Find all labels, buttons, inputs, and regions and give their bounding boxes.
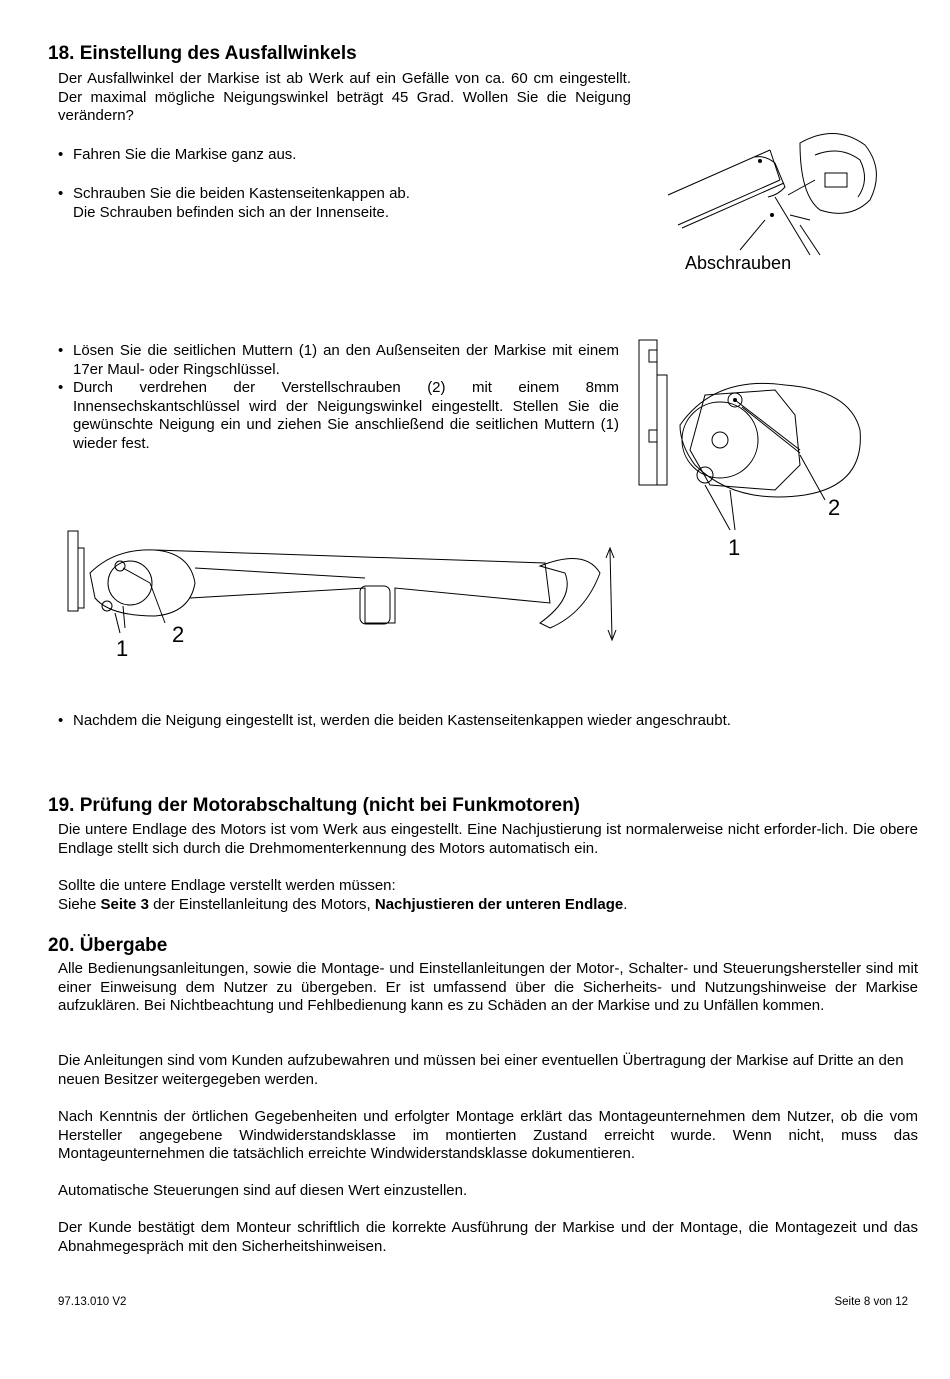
bullet-extend-awning <box>58 146 631 165</box>
bullet-text: Schrauben Sie die beiden Kastenseitenkappen ab. <box>73 185 410 202</box>
figure-awning-arm <box>65 528 625 643</box>
bullet-text: Fahren Sie die Markise ganz aus. <box>73 146 297 163</box>
bullet-adjust-screws <box>58 379 619 453</box>
bullet-icon: • <box>58 185 64 202</box>
figure-bracket-detail <box>635 335 865 565</box>
bullet-text-continued: Die Schrauben befinden sich an der Innenseite. <box>73 203 390 221</box>
text-end: . <box>623 895 628 913</box>
section-20-heading: 20. Übergabe <box>48 935 168 956</box>
bold-section-ref: Nachjustieren der unteren Endlage <box>374 895 624 913</box>
bullet-icon: • <box>58 712 64 729</box>
section-18-heading: 18. Einstellung des Ausfallwinkels <box>48 43 357 64</box>
section-19-para2-line2 <box>58 896 918 915</box>
section-19-para2-line1: Sollte die untere Endlage verstellt werden müssen: <box>58 877 396 894</box>
section-20-para3: Nach Kenntnis der örtlichen Gegebenheiten und erfolgter Montage erklärt das Montageunternehmen dem Nutzer, ob die vom Hersteller angegebene Windwiderstandsklasse im montierten Zustand erreicht wurde. Wenn nicht, muss das Montageunternehmen die tatsächlich erreichte Windwiderstandsklasse dokumentieren. <box>58 1108 918 1162</box>
section-20-para5: Der Kunde bestätigt dem Monteur schriftlich die korrekte Ausführung der Markise und der Montage, die Montagezeit und das Abnahmegespräch mit den Sicherheitshinweisen. <box>58 1219 918 1255</box>
figure-arm-label-nut-1: 1 <box>116 636 129 661</box>
bullet-text: Durch verdrehen der Verstellschrauben (2) mit einem 8mm Innensechskantschlüssel wird der Neigungswinkel eingestellt. Stellen Sie die gewünschte Neigung ein und ziehen Sie anschließend die seitlichen Muttern (1) wieder fest. <box>73 379 619 452</box>
figure-label-abschrauben: Abschrauben <box>685 253 792 273</box>
bullet-loosen-nuts <box>58 342 619 379</box>
section-19-para1: Die untere Endlage des Motors ist vom Werk aus eingestellt. Eine Nachjustierung ist normalerweise nicht erforder-lich. Die obere Endlage stellt sich durch die Drehmomenterkennung des Motors automatisch ein. <box>58 821 918 857</box>
bullet-icon: • <box>58 379 64 396</box>
bold-page-ref: Seite 3 <box>100 895 149 913</box>
bullet-icon: • <box>58 342 64 359</box>
section-20-para1: Alle Bedienungsanleitungen, sowie die Montage- und Einstellanleitungen der Motor-, Schalter- und Steuerungshersteller sind mit einer Einweisung dem Nutzer zu übergeben. Er ist umfassend über die Sicherheits- und Nutzungshinweise der Markise aufzuklären. Bei Nichtbeachtung und Fehlbedienung kann es zu Schäden an der Markise und zu Unfällen kommen. <box>58 960 918 1014</box>
section-18-intro: Der Ausfallwinkel der Markise ist ab Werk auf ein Gefälle von ca. 60 cm eingestellt. Der maximal mögliche Neigungswinkel beträgt 45 Grad. Wollen Sie die Neigung verändern? <box>58 70 631 124</box>
footer-page-number: Seite 8 von 12 <box>834 1296 908 1308</box>
figure-arm-label-screw-2: 2 <box>172 622 185 647</box>
section-20-para4: Automatische Steuerungen sind auf diesen Wert einzustellen. <box>58 1182 468 1199</box>
figure-label-nut-1: 1 <box>728 535 741 560</box>
bullet-icon: • <box>58 146 64 163</box>
bullet-unscrew-caps <box>58 185 478 222</box>
bullet-text: Lösen Sie die seitlichen Muttern (1) an den Außenseiten der Markise mit einem 17er Maul- oder Ringschlüssel. <box>73 342 619 378</box>
section-20-para2: Die Anleitungen sind vom Kunden aufzubewahren und müssen bei einer eventuellen Übertragung der Markise auf Dritte an den neuen Besitzer weitergegeben werden. <box>58 1052 904 1088</box>
text-prefix: Siehe <box>58 895 101 913</box>
text-middle: der Einstellanleitung des Motors, <box>148 895 375 913</box>
section-19-para2 <box>58 877 918 914</box>
bullet-text: Nachdem die Neigung eingestellt ist, werden die beiden Kastenseitenkappen wieder angeschraubt. <box>73 712 731 729</box>
section-19-heading: 19. Prüfung der Motorabschaltung (nicht bei Funkmotoren) <box>48 795 581 816</box>
bullet-reattach-caps <box>58 712 846 731</box>
footer-doc-id: 97.13.010 V2 <box>58 1296 127 1308</box>
figure-label-screw-2: 2 <box>828 495 841 520</box>
